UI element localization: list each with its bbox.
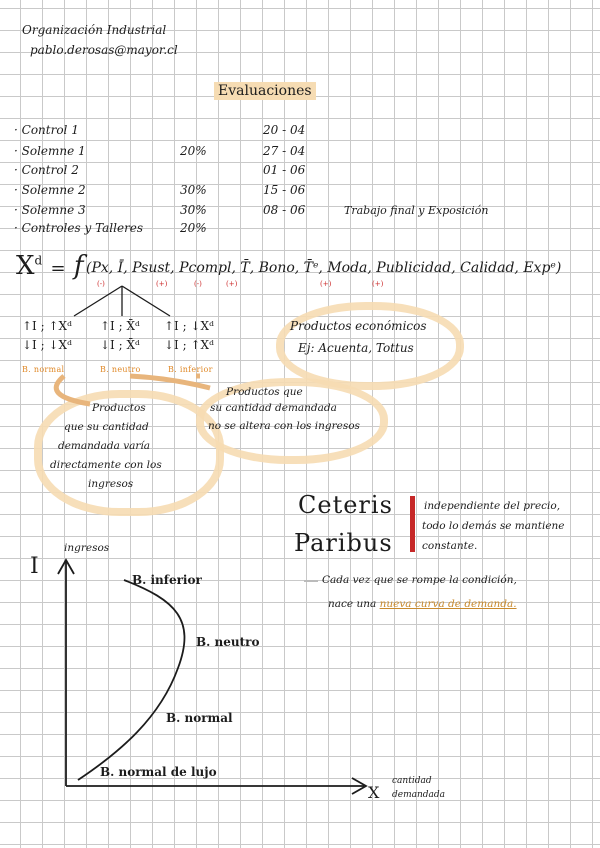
list-item: · Controles y Talleres [14, 221, 144, 235]
ceteris-bar [410, 496, 415, 552]
list-item: · Control 2 [14, 163, 79, 177]
y-axis-label: ingresos [64, 542, 110, 554]
branch-normal-line2: ↓I ; ↓Xᵈ [22, 338, 72, 352]
sign-fashion: (+) [320, 280, 332, 288]
eval-date: 01 - 06 [263, 163, 306, 177]
x-axis-label-line1: cantidad [392, 776, 432, 786]
ceteris-def-line3: constante. [422, 540, 478, 552]
eval-weight: 30% [180, 203, 207, 217]
curve-label-lujo: B. normal de lujo [100, 765, 217, 779]
economicos-example: Ej: Acuenta, Tottus [298, 341, 414, 355]
branch-neutro-line2: ↓I ; X̄ᵈ [100, 338, 140, 352]
final-work-note: Trabajo final y Exposición [344, 204, 489, 217]
equation-lhs: $X^d = f$ [16, 251, 84, 281]
curve-label-inferior: B. inferior [132, 573, 202, 587]
normal-note-line2: que su cantidad [64, 421, 149, 433]
eval-weight: 30% [180, 183, 207, 197]
label-b-neutro: B. neutro [100, 365, 141, 374]
ceteris-def-line1: independiente del precio, [424, 500, 561, 512]
eval-weight: 20% [180, 221, 207, 235]
eval-date: 08 - 06 [263, 203, 306, 217]
sign-complement: (-) [194, 280, 202, 288]
course-title: Organización Industrial [22, 23, 167, 37]
eval-date: 20 - 04 [263, 123, 306, 137]
eval-date: 27 - 04 [263, 144, 306, 158]
sign-tax: (+) [226, 280, 238, 288]
normal-note-line3: demandada varía [58, 440, 151, 452]
sign-sustitute: (+) [156, 280, 168, 288]
neutro-note-line1: Productos que [226, 386, 303, 398]
ceteris-rule-line1: Cada vez que se rompe la condición, [322, 574, 517, 586]
arrow-normal-note [56, 376, 90, 404]
normal-note-line4: directamente con los [50, 459, 162, 471]
x-axis-label-line2: demandada [392, 790, 446, 800]
branch-inferior-line2: ↓I ; ↑Xᵈ [164, 338, 214, 352]
label-b-inferior: B. inferior [168, 365, 213, 374]
curve-label-normal: B. normal [166, 711, 233, 725]
label-b-normal: B. normal [22, 365, 65, 374]
eval-weight: 20% [180, 144, 207, 158]
eval-date: 15 - 06 [263, 183, 306, 197]
branch-line-right [122, 286, 170, 316]
normal-note-line5: ingresos [88, 478, 134, 490]
page-title: Evaluaciones [214, 82, 316, 100]
branch-neutro-line1: ↑I ; X̄ᵈ [100, 319, 140, 333]
ceteris-word: Ceteris [298, 491, 393, 519]
paribus-word: Paribus [294, 529, 393, 557]
normal-note-line1: Productos [92, 402, 146, 414]
x-axis-symbol: X [368, 783, 380, 802]
branch-line-left [74, 286, 122, 316]
economicos-title: Productos económicos [290, 319, 427, 333]
list-item: · Solemne 1 [14, 144, 86, 158]
email: pablo.derosas@mayor.cl [30, 43, 178, 57]
curve-label-neutro: B. neutro [196, 635, 260, 649]
ceteris-rule-line2: nace una nueva curva de demanda. [328, 598, 517, 610]
list-item: · Control 1 [14, 123, 79, 137]
neutro-note-line3: no se altera con los ingresos [208, 420, 360, 432]
y-axis-symbol: I [30, 554, 39, 579]
sign-advertising: (+) [372, 280, 384, 288]
list-item: · Solemne 3 [14, 203, 86, 217]
engel-curve [78, 580, 184, 780]
branch-normal-line1: ↑I ; ↑Xᵈ [22, 319, 72, 333]
equation-arguments: (Px, Ī, Psust, Pcompl, T̄, Bono, T̄ᵉ, Moda, Publicidad, Calidad, Expᵉ) [86, 260, 562, 276]
ceteris-def-line2: todo lo demás se mantiene [422, 520, 565, 532]
branch-inferior-line1: ↑I ; ↓Xᵈ [164, 319, 214, 333]
neutro-note-line2: su cantidad demandada [210, 402, 337, 414]
list-item: · Solemne 2 [14, 183, 86, 197]
sign-income: (-) [97, 280, 105, 288]
